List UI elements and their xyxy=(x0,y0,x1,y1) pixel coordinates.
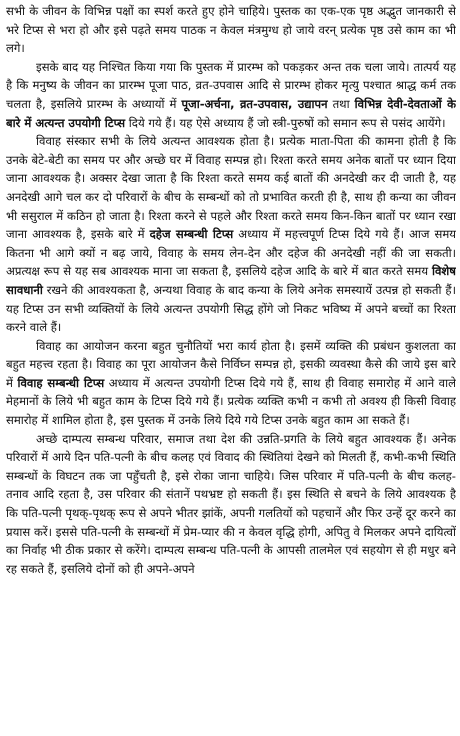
paragraph-5 xyxy=(6,430,456,579)
paragraph-3-bold-b: विशेष सावधानी xyxy=(6,264,456,297)
paragraph-4-text-a: विवाह का आयोजन करना बहुत चुनौतियों भरा कार्य होता है। इसमें व्यक्ति की प्रबंधन कुशलता का बहुत महत्त्व रहता है। विवाह का पूरा आयोजन कैसे निर्विघ्न सम्पन्न हो, इसकी व्यवस्था कैसे की जाये इस बारे में xyxy=(6,338,456,390)
paragraph-3-text-c: रखने की आवश्यकता है, अन्यथा विवाह के बाद कन्या के लिये अनेक समस्यायें उत्पन्न हो सकती हैं। यह टिप्स उन सभी व्यक्तियों के लिये अत्यन्त उपयोगी सिद्ध होंगे जो निकट भविष्य में अपने बच्चों का रिश्ता करने वाले हैं। xyxy=(6,282,456,335)
paragraph-1-text: सभी के जीवन के विभिन्न पक्षों का स्पर्श करते हुए होने चाहिये। पुस्तक का एक-एक पृष्ठ अद्भुत जानकारी से भरे टिप्स से भरा हो और इसे पढ़ते समय पाठक न केवल मंत्रमुग्ध हो जाये वरन् प्रत्येक पृष्ठ उसे काम का भी लगे। xyxy=(6,4,456,56)
paragraph-2-text-c: दिये गये हैं। यह ऐसे अध्याय हैं जो स्त्री-पुरुषों को समान रूप से पसंद आयेंगे। xyxy=(125,115,446,130)
paragraph-3-text-b: अध्याय में महत्त्वपूर्ण टिप्स दिये गये हैं। आज समय कितना भी आगे क्यों न बढ़ जाये, विवाह के समय लेन-देन और दहेज की अनदेखी नहीं की जा सकती। अप्रत्यक्ष रूप से यह सब आवश्यक माना जा सकता है, इसलिये दहेज आदि के बारे में बात करते समय xyxy=(6,227,456,279)
paragraph-2-text-b: तथा xyxy=(327,96,355,111)
paragraph-3-bold-a: दहेज सम्बन्धी टिप्स xyxy=(149,227,234,242)
paragraph-2 xyxy=(6,58,456,132)
paragraph-1 xyxy=(6,2,456,58)
paragraph-3-text-a: विवाह संस्कार सभी के लिये अत्यन्त आवश्यक होता है। प्रत्येक माता-पिता की कामना होती है कि उनके बेटे-बेटी का समय पर और अच्छे घर में विवाह सम्पन्न हो। रिश्ता करते समय अनेक बातों पर ध्यान दिया जाना आवश्यक है। अक्सर देखा जाता है कि रिश्ता करते समय कई बातों की अनदेखी कर दी जाती है, यह अनदेखी आगे चल कर दो परिवारों के बीच के सम्बन्धों को तो प्रभावित करती ही है, साथ ही कन्या का जीवन भी ससुराल में कठिन हो जाता है। रिश्ता करने से पहले और रिश्ता करते समय किन-किन बातों पर ध्यान रखा जाना आवश्यक है, इसके बारे में xyxy=(6,134,456,242)
document-page xyxy=(6,2,456,734)
paragraph-4-text-b: अध्याय में अत्यन्त उपयोगी टिप्स दिये गये हैं, साथ ही विवाह समारोह में आने वाले मेहमानों के लिये भी बहुत काम के टिप्स दिये गये हैं। प्रत्येक व्यक्ति कभी न कभी तो अवश्य ही किसी विवाह समारोह में शामिल होता है, इस पुस्तक में उनके लिये दिये गये टिप्स उनके बहुत काम आ सकते हैं। xyxy=(6,375,456,428)
paragraph-4-bold-a: विवाह सम्बन्धी टिप्स xyxy=(17,375,105,390)
paragraph-2-bold-a: पूजा-अर्चना, व्रत-उपवास, उद्यापन xyxy=(181,96,328,111)
paragraph-2-text-a: इसके बाद यह निश्चित किया गया कि पुस्तक में प्रारम्भ को पकड़कर अन्त तक चला जाये। तात्पर्य यह है कि मनुष्य के जीवन का प्रारम्भ पूजा पाठ, व्रत-उपवास आदि से प्रारम्भ होकर मृत्यु पश्चात श्राद्ध कर्म तक चलता है, इसलिये प्रारम्भ के अध्यायों में xyxy=(6,59,456,111)
paragraph-5-text: अच्छे दाम्पत्य सम्बन्ध परिवार, समाज तथा देश की उन्नति-प्रगति के लिये बहुत आवश्यक हैं। अनेक परिवारों में आये दिन पति-पत्नी के बीच कलह एवं विवाद की स्थितियां देखने को मिलती हैं, कभी-कभी स्थिति सम्बन्धों के विघटन तक जा पहुँचती है, इसे रोका जाना चाहिये। जिस परिवार में पति-पत्नी के बीच कलह-तनाव आदि रहता है, उस परिवार की संतानें पथभ्रष्ट हो सकती हैं। इस स्थिति से बचने के लिये आवश्यक है कि पति-पत्नी पृथक्-पृथक् रूप से अपने भीतर झांकें, अपनी गलतियों को पहचानें और फिर उन्हें दूर करने का प्रयास करें। इससे पति-पत्नी के सम्बन्धों में प्रेम-प्यार की न केवल वृद्धि होगी, अपितु वे मिलकर अपने दायित्वों का निर्वाह भी ठीक प्रकार से करेंगे। दाम्पत्य सम्बन्ध पति-पत्नी के आपसी तालमेल एवं सहयोग से ही मधुर बने रह सकते हैं, इसलिये दोनों को ही अपने-अपने xyxy=(6,431,456,576)
paragraph-2-bold-b: विभिन्न देवी-देवताओं के बारे में अत्यन्त उपयोगी टिप्स xyxy=(6,96,456,130)
paragraph-4 xyxy=(6,337,456,430)
paragraph-3 xyxy=(6,132,456,337)
